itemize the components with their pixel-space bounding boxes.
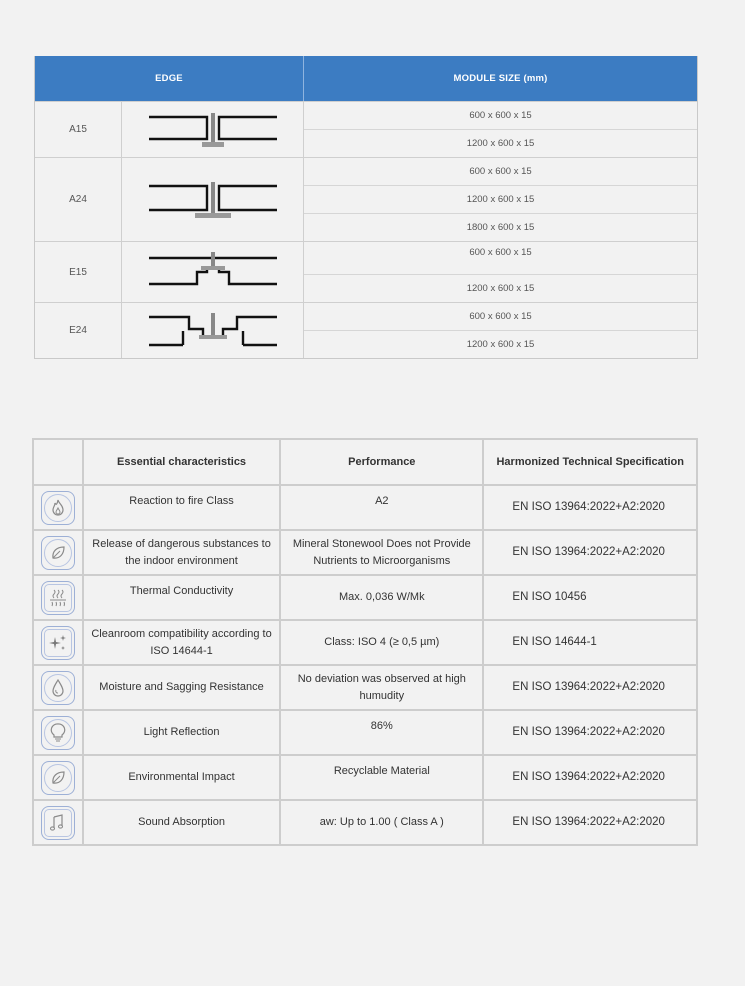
edge-row-a15 xyxy=(35,101,697,157)
spec-value: EN ISO 13964:2022+A2:2020 xyxy=(483,530,697,575)
icon-cell xyxy=(33,575,83,620)
performance-value: Recyclable Material xyxy=(280,755,483,800)
edge-row-e24 xyxy=(35,302,697,358)
module-size: 600 x 600 x 15 xyxy=(469,311,532,322)
performance-value: 86% xyxy=(280,710,483,755)
spec-value: EN ISO 13964:2022+A2:2020 xyxy=(483,755,697,800)
icon-header xyxy=(33,439,83,485)
characteristic-label: Release of dangerous substances to the indoor environment xyxy=(83,530,280,575)
edge-header: EDGE xyxy=(35,56,304,101)
module-size: 1200 x 600 x 15 xyxy=(304,330,697,358)
module-size: 1200 x 600 x 15 xyxy=(304,185,697,213)
spec-value: EN ISO 13964:2022+A2:2020 xyxy=(483,485,697,530)
heat-waves-icon xyxy=(44,584,72,612)
spec-value: EN ISO 13964:2022+A2:2020 xyxy=(483,800,697,845)
module-size: 1200 x 600 x 15 xyxy=(304,129,697,157)
table-row xyxy=(33,575,697,620)
table-row xyxy=(33,485,697,530)
leaf-icon xyxy=(44,539,72,567)
icon-cell xyxy=(33,530,83,575)
edge-module-table xyxy=(34,56,698,359)
characteristic-label: Moisture and Sagging Resistance xyxy=(83,665,280,710)
performance-value: Mineral Stonewool Does not Provide Nutrients to Microorganisms xyxy=(280,530,483,575)
characteristic-label: Cleanroom compatibility according to ISO 14644-1 xyxy=(83,620,280,665)
characteristic-label: Thermal Conductivity xyxy=(83,575,280,620)
edge-code: E24 xyxy=(35,303,122,358)
module-size: 600 x 600 x 15 xyxy=(469,166,532,177)
module-size: 1200 x 600 x 15 xyxy=(304,274,697,302)
characteristics-header-row xyxy=(33,439,697,485)
edge-table-header xyxy=(35,56,697,101)
icon-cell xyxy=(33,755,83,800)
module-size-header: MODULE SIZE (mm) xyxy=(453,73,548,84)
icon-cell xyxy=(33,485,83,530)
icon-cell xyxy=(33,800,83,845)
module-size: 600 x 600 x 15 xyxy=(469,110,532,121)
characteristics-table xyxy=(32,438,698,846)
table-row xyxy=(33,710,697,755)
characteristic-label: Environmental Impact xyxy=(83,755,280,800)
characteristic-label: Light Reflection xyxy=(83,710,280,755)
sparkle-icon xyxy=(44,629,72,657)
water-drop-icon xyxy=(44,674,72,702)
performance-header: Performance xyxy=(280,439,483,485)
edge-code: E15 xyxy=(35,242,122,302)
edge-code: A15 xyxy=(35,102,122,157)
spec-value: EN ISO 14644-1 xyxy=(483,620,697,665)
characteristics-header: Essential characteristics xyxy=(83,439,280,485)
edge-row-a24 xyxy=(35,157,697,241)
performance-value: A2 xyxy=(280,485,483,530)
module-size: 600 x 600 x 15 xyxy=(469,247,532,258)
edge-row-e15 xyxy=(35,241,697,302)
edge-profile-a24-drawing xyxy=(122,158,304,241)
performance-value: No deviation was observed at high humudity xyxy=(280,665,483,710)
edge-profile-e24-drawing xyxy=(122,303,304,358)
table-row xyxy=(33,620,697,665)
performance-value: aw: Up to 1.00 ( Class A ) xyxy=(280,800,483,845)
performance-value: Max. 0,036 W/Mk xyxy=(280,575,483,620)
spec-value: EN ISO 13964:2022+A2:2020 xyxy=(483,710,697,755)
spec-value: EN ISO 13964:2022+A2:2020 xyxy=(483,665,697,710)
edge-profile-e15-drawing xyxy=(122,242,304,302)
characteristic-label: Sound Absorption xyxy=(83,800,280,845)
edge-code: A24 xyxy=(35,158,122,241)
table-row xyxy=(33,755,697,800)
module-size: 1800 x 600 x 15 xyxy=(304,213,697,241)
leaf-icon xyxy=(44,764,72,792)
edge-profile-a15-drawing xyxy=(122,102,304,157)
table-row xyxy=(33,665,697,710)
music-note-icon xyxy=(44,809,72,837)
icon-cell xyxy=(33,620,83,665)
fire-icon xyxy=(44,494,72,522)
performance-value: Class: ISO 4 (≥ 0,5 µm) xyxy=(280,620,483,665)
icon-cell xyxy=(33,710,83,755)
spec-value: EN ISO 10456 xyxy=(483,575,697,620)
characteristic-label: Reaction to fire Class xyxy=(83,485,280,530)
light-bulb-icon xyxy=(44,719,72,747)
icon-cell xyxy=(33,665,83,710)
table-row xyxy=(33,800,697,845)
table-row xyxy=(33,530,697,575)
spec-header: Harmonized Technical Specification xyxy=(483,439,697,485)
